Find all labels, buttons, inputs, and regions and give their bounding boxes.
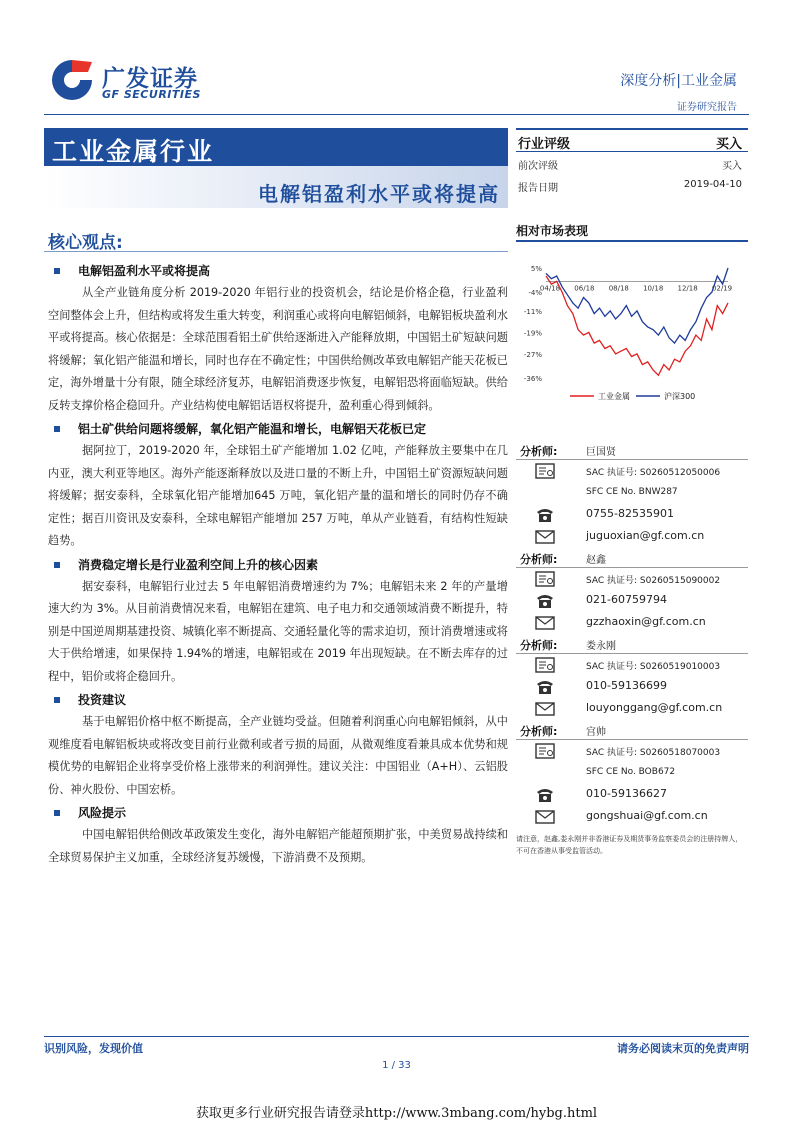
email-icon xyxy=(534,614,556,632)
analyst-sfc-row xyxy=(516,482,748,504)
y-tick-label: -4% xyxy=(528,289,542,298)
analyst-email-row[interactable] xyxy=(516,526,748,548)
header-category-block xyxy=(620,70,737,113)
email-icon xyxy=(534,528,556,546)
email-icon xyxy=(534,808,556,826)
analyst-label: 分析师: xyxy=(520,445,558,458)
section-paragraph: 基于电解铝价格中枢不断提高，全产业链均受益。但随着利润重心向电解铝倾斜，从中观维度看电解铝板块或将改变目前行业微利或者亏损的局面，从微观维度看兼具成本优势和规模优势的电解铝企业将享受价格上涨带来的利润弹性。建议关注：中国铝业（A+H）、云铝股份、神火股份、中国宏桥。 xyxy=(48,715,508,796)
analyst-sfc: SFC CE No. BOB672 xyxy=(586,767,676,777)
id-card-icon xyxy=(534,570,556,588)
analyst-sac: SAC 执证号: S0260518070003 xyxy=(586,748,721,758)
section-paragraph: 中国电解铝供给侧改革政策发生变化，海外电解铝产能超预期扩张，中美贸易战持续和全球贸易保护主义加重，全球经济复苏缓慢，下游消费不及预期。 xyxy=(48,828,508,864)
header-divider xyxy=(44,114,749,115)
legend-label: 沪深300 xyxy=(664,392,696,401)
analyst-label: 分析师: xyxy=(520,639,558,652)
x-tick-label: 06/18 xyxy=(574,284,595,293)
y-tick-label: -27% xyxy=(523,350,542,359)
analyst-phone-row xyxy=(516,504,748,526)
analyst-name: 赵鑫 xyxy=(586,555,606,566)
report-date-label: 报告日期 xyxy=(518,183,558,194)
market-performance-chart xyxy=(516,250,748,410)
industry-title-bar xyxy=(44,128,508,166)
analyst-header xyxy=(516,548,748,568)
rating-value: 买入 xyxy=(715,137,742,152)
analyst-email-row[interactable] xyxy=(516,806,748,828)
gf-logo-icon xyxy=(50,58,94,102)
analyst-label: 分析师: xyxy=(520,553,558,566)
logo-text-en: GF SECURITIES xyxy=(102,88,201,101)
analyst-sac-row xyxy=(516,654,748,676)
phone-icon xyxy=(534,786,556,804)
id-card-icon xyxy=(534,656,556,674)
footer-divider xyxy=(44,1036,749,1037)
id-card-icon xyxy=(534,462,556,480)
prev-rating-value: 买入 xyxy=(722,161,742,172)
analyst-name: 巨国贤 xyxy=(586,447,616,458)
section-paragraph: 据阿拉丁，2019-2020 年，全球铝土矿产能增加 1.02 亿吨，产能释放主要集中在几内亚，澳大利亚等地区。海外产能逐渐释放以及进口量的不断上升，中国铝土矿资源短缺问题将缓解；据安泰科，全球氧化铝产能增加645 万吨，氧化铝产量的温和增长的同时仍存不确定性；据百川资讯及安泰科，全球电解铝产能增加 257 万吨，单从产业链看，有结构性短缺趋势。 xyxy=(48,444,508,547)
industry-title: 工业金属行业 xyxy=(52,137,215,166)
footer-disclaimer: 请务必阅读末页的免责声明 xyxy=(617,1042,749,1055)
analyst-sac-row xyxy=(516,740,748,762)
analyst-phone: 010-59136699 xyxy=(586,679,667,692)
rating-box xyxy=(516,128,748,196)
section-paragraph: 据安泰科，电解铝行业过去 5 年电解铝消费增速约为 7%；电解铝未来 2 年的产量增速大约为 3%。从目前消费情况来看，电解铝在建筑、电子电力和交通领域消费不断提升，特别是中国逆周期基建投资、城镇化率不断提高、交通轻量化等的需求迫切，预计消费增速或将大于供给增速，如果保持 1.94%的增速，电解铝或在 2019 年出现短缺。在不断去库存的过程中，铝价或将企稳回升。 xyxy=(48,579,508,683)
analyst-note: 请注意，赵鑫,娄永刚并非香港证券及期货事务监察委员会的注册持牌人，不可在香港从事受监管活动。 xyxy=(516,835,743,855)
section-heading: 消费稳定增长是行业盈利空间上升的核心因素 xyxy=(44,554,508,576)
analyst-email[interactable]: juguoxian@gf.com.cn xyxy=(586,529,705,542)
y-tick-label: -19% xyxy=(523,329,542,338)
analyst-sfc: SFC CE No. BNW287 xyxy=(586,487,678,497)
series-line xyxy=(546,276,728,375)
page-number: 1 / 33 xyxy=(382,1060,411,1071)
analyst-phone: 021-60759794 xyxy=(586,593,667,606)
analyst-email[interactable]: gongshuai@gf.com.cn xyxy=(586,809,708,822)
analyst-email-row[interactable] xyxy=(516,698,748,720)
x-tick-label: 02/19 xyxy=(711,284,733,293)
legend-label: 工业金属 xyxy=(598,392,630,401)
x-tick-label: 08/18 xyxy=(608,284,629,293)
analyst-phone-row xyxy=(516,676,748,698)
footer-slogan: 识别风险，发现价值 xyxy=(44,1042,143,1055)
rating-label: 行业评级 xyxy=(518,137,571,152)
report-type: 证券研究报告 xyxy=(677,102,737,113)
analyst-sac-row xyxy=(516,568,748,590)
x-tick-label: 04/18 xyxy=(539,284,561,293)
analyst-list xyxy=(516,440,748,828)
analyst-sfc-row xyxy=(516,762,748,784)
analyst-phone: 0755-82535901 xyxy=(586,507,674,520)
analyst-header xyxy=(516,720,748,740)
analyst-header xyxy=(516,440,748,460)
analyst-label: 分析师: xyxy=(520,725,558,738)
section-heading: 投资建议 xyxy=(44,689,508,711)
gf-logo xyxy=(50,58,210,104)
section-heading: 铝土矿供给问题将缓解，氧化铝产能温和增长，电解铝天花板已定 xyxy=(44,418,508,440)
phone-icon xyxy=(534,506,556,524)
analyst-email[interactable]: gzzhaoxin@gf.com.cn xyxy=(586,615,706,628)
core-views-title: 核心观点: xyxy=(48,233,123,253)
analyst-sac: SAC 执证号: S0260515090002 xyxy=(586,576,721,586)
analyst-phone: 010-59136627 xyxy=(586,787,667,800)
y-tick-label: -11% xyxy=(523,307,542,316)
analyst-sac: SAC 执证号: S0260519010003 xyxy=(586,662,721,672)
rating-row xyxy=(516,128,748,152)
series-line xyxy=(546,268,728,343)
y-tick-label: -36% xyxy=(523,375,542,383)
report-date-value: 2019-04-10 xyxy=(683,179,742,190)
analyst-sac: SAC 执证号: S0260512050006 xyxy=(586,468,721,478)
x-tick-label: 10/18 xyxy=(643,284,664,293)
analyst-sac-row xyxy=(516,460,748,482)
analyst-phone-row xyxy=(516,590,748,612)
prev-rating-row xyxy=(516,152,748,174)
analyst-name: 宫帅 xyxy=(586,727,606,738)
logo-text-cn: 广发证券 xyxy=(102,66,198,92)
email-icon xyxy=(534,700,556,718)
id-card-icon xyxy=(534,742,556,760)
chart-svg xyxy=(516,250,748,410)
analyst-email-row[interactable] xyxy=(516,612,748,634)
core-views-content xyxy=(44,260,508,870)
footer-link-text[interactable]: 获取更多行业研究报告请登录http://www.3mbang.com/hybg.html xyxy=(195,1106,598,1121)
analyst-name: 娄永刚 xyxy=(586,641,616,652)
analyst-phone-row xyxy=(516,784,748,806)
market-performance-title: 相对市场表现 xyxy=(516,222,748,242)
analyst-email[interactable]: louyonggang@gf.com.cn xyxy=(586,701,723,714)
phone-icon xyxy=(534,678,556,696)
section-paragraph: 从全产业链角度分析 2019-2020 年铝行业的投资机会，结论是价格企稳，行业盈利空间整体会上升，但结构或将发生重大转变，利润重心或将向电解铝倾斜，电解铝板块盈利水平或将提高。核心依据是：全球范围看铝土矿供给逐渐进入产能释放期，中国铝土矿短缺问题将缓解；氧化铝产能温和增长，同时也存在不确定性；中国供给侧改革致电解铝产能天花板已定，海外增量十分有限，随全球经济复苏，电解铝消费逐步恢复，电解铝恐将面临短缺。供给反转支撑价格企稳回升。产业结构使电解铝话语权将提升，盈利重心得到倾斜。 xyxy=(48,286,508,412)
report-subtitle: 电解铝盈利水平或将提高 xyxy=(258,182,500,206)
y-tick-label: 5% xyxy=(530,265,542,273)
x-tick-label: 12/18 xyxy=(677,284,698,293)
core-views-heading-bar xyxy=(44,226,508,252)
section-heading: 风险提示 xyxy=(44,802,508,824)
section-heading: 电解铝盈利水平或将提高 xyxy=(44,260,508,282)
report-category: 深度分析|工业金属 xyxy=(620,73,737,89)
analyst-header xyxy=(516,634,748,654)
phone-icon xyxy=(534,592,556,610)
report-date-row xyxy=(516,174,748,196)
prev-rating-label: 前次评级 xyxy=(518,161,558,172)
